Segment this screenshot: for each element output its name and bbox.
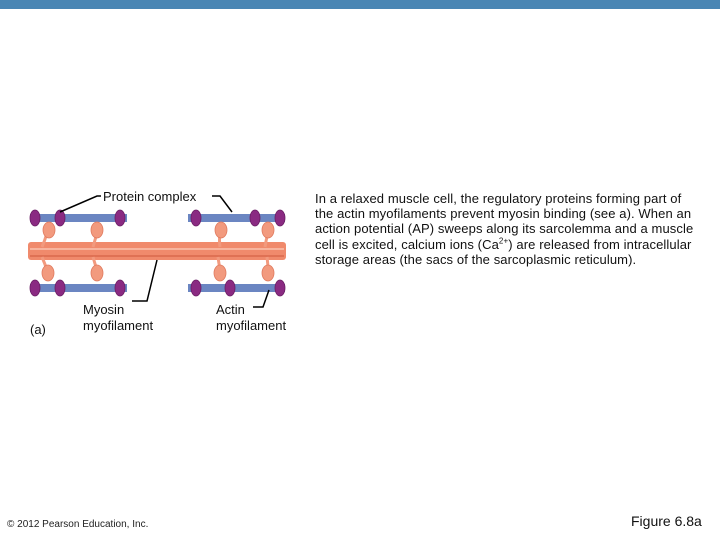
protein-complex-4	[191, 210, 201, 226]
actin-filament-bottom-right	[188, 284, 285, 292]
myosin-head-lower-4	[262, 257, 274, 281]
panel-letter: (a)	[30, 322, 46, 337]
actin-filament-top-right	[188, 214, 285, 222]
protein-complex-10	[191, 280, 201, 296]
actin-label-line2: myofilament	[216, 318, 287, 333]
description-part1: In a relaxed muscle cell, the regulatory proteins forming part of the actin myofilaments prevent myosin binding (see a). When an action potential (AP) sweeps along its sarcolemma and a muscle cell is excited, calcium ions (Ca	[315, 191, 694, 252]
myosin-head-lower-3	[214, 257, 226, 281]
myosin-label-line2: myofilament	[83, 318, 154, 333]
protein-complex-7	[30, 280, 40, 296]
protein-complex-6	[275, 210, 285, 226]
description-part2: ) are released from intracellular storage areas (the sacs of the sarcoplasmic reticulum).	[315, 236, 692, 267]
myosin-leader	[132, 260, 157, 301]
protein-complex-3	[115, 210, 125, 226]
protein-complex-leader-right	[212, 196, 232, 212]
myosin-filament-band	[28, 242, 286, 260]
myosin-head-lower-2	[91, 257, 103, 281]
protein-complex-8	[55, 280, 65, 296]
protein-complex-12	[275, 280, 285, 296]
myosin-head-lower-1	[42, 257, 54, 281]
protein-complex-11	[225, 280, 235, 296]
protein-complex-label: Protein complex	[103, 189, 197, 204]
actin-leader	[253, 290, 269, 307]
actin-filament-top-left	[30, 214, 127, 222]
protein-complex-5	[250, 210, 260, 226]
protein-complex-2	[55, 210, 65, 226]
myosin-label-line1: Myosin	[83, 302, 125, 317]
figure-number: Figure 6.8a	[631, 513, 702, 529]
calcium-superscript: 2+	[498, 236, 509, 246]
actin-filament-bottom-left	[30, 284, 127, 292]
protein-complex-9	[115, 280, 125, 296]
protein-complex-leader-left	[60, 196, 101, 212]
description-text	[315, 191, 700, 267]
actin-label-line1: Actin	[216, 302, 245, 317]
protein-complex-1	[30, 210, 40, 226]
copyright-notice: © 2012 Pearson Education, Inc.	[7, 519, 149, 530]
